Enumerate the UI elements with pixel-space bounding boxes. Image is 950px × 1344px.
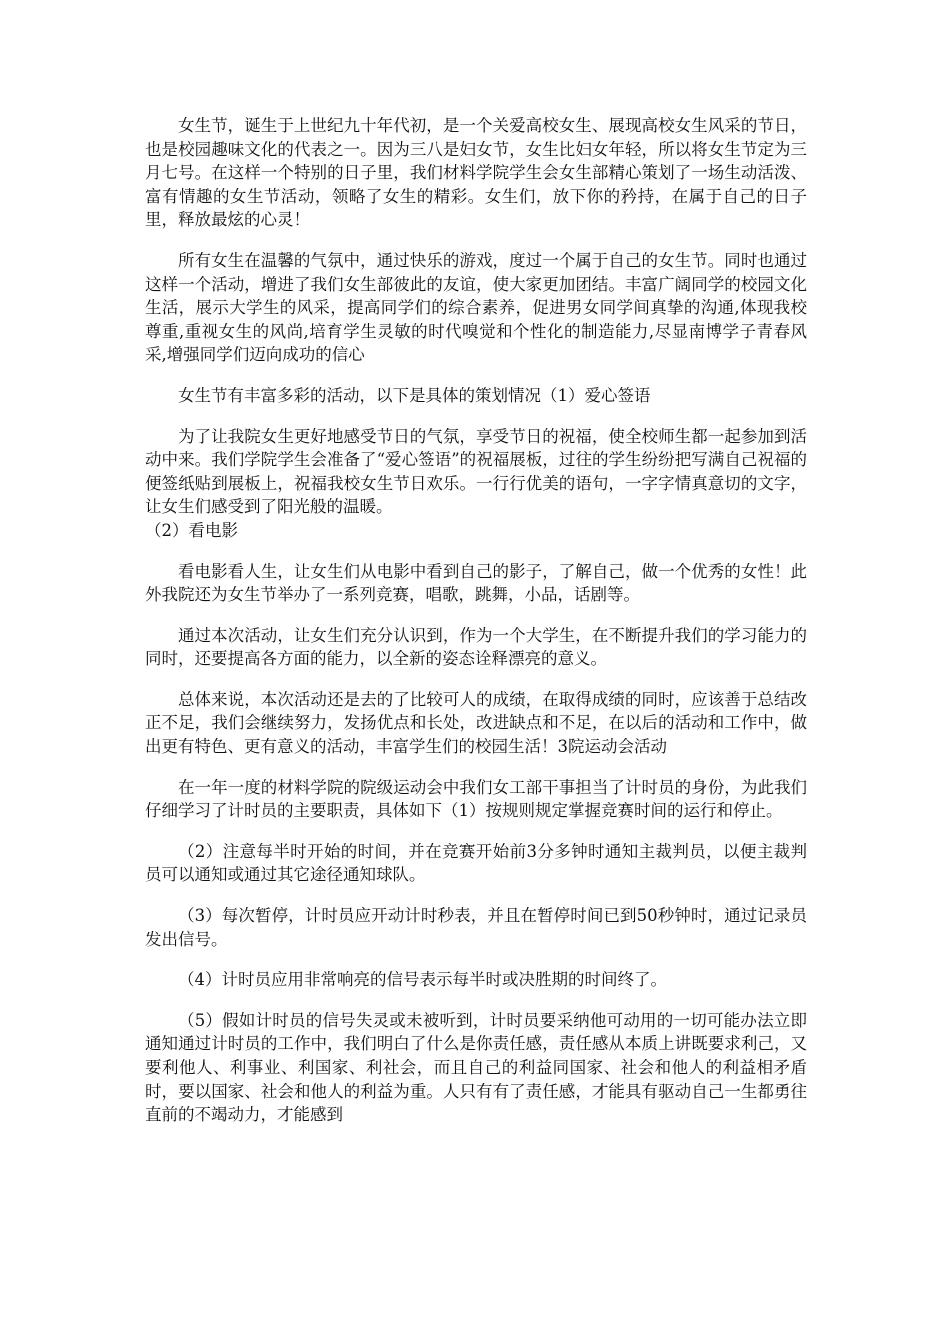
paragraph-duty-2: （2）注意每半时开始的时间，并在竞赛开始前3分多钟时通知主裁判员，以便主裁判员可以通知或通过其它途径通知球队。: [145, 841, 807, 885]
paragraph-summary: 总体来说，本次活动还是去的了比较可人的成绩，在取得成绩的同时，应该善于总结改正不足，我们会继续努力，发扬优点和长处，改进缺点和不足，在以后的活动和工作中，做出更有特色、更有意义的活动，丰富学生们的校园生活！3院运动会活动: [145, 689, 807, 757]
paragraph-duty-3: （3）每次暂停，计时员应开动计时秒表，并且在暂停时间已到50秒钟时，通过记录员发出信号。: [145, 906, 807, 949]
paragraph-duty-4: （4）计时员应用非常响亮的信号表示每半时或决胜期的时间终了。: [178, 970, 667, 990]
paragraph-activities-heading: 女生节有丰富多彩的活动，以下是具体的策划情况（1）爱心签语: [178, 385, 651, 405]
paragraph-movie-heading: （2）看电影: [145, 520, 238, 540]
paragraph-love-notes: 为了让我院女生更好地感受节日的气氛，享受节日的祝福，使全校师生都一起参加到活动中来。我们学院学生会准备了“爱心签语”的祝福展板，过往的学生纷纷把写满自己祝福的便签纸贴到展板上，祝福我校女生节日欢乐。一行行优美的语句，一字字情真意切的文字，让女生们感受到了阳光般的温暖。: [145, 426, 807, 517]
paragraph-duty-5: （5）假如计时员的信号失灵或未被听到，计时员要采纳他可动用的一切可能办法立即通知通过计时员的工作中，我们明白了什么是你责任感，责任感从本质上讲既要求利己，又要利他人、利事业、利国家、利社会，而且自己的利益同国家、社会和他人的利益相矛盾时，要以国家、社会和他人的利益为重。人只有有了责任感，才能具有驱动自己一生都勇往直前的不竭动力，才能感到: [145, 1010, 807, 1125]
paragraph-intro: 女生节，诞生于上世纪九十年代初，是一个关爱高校女生、展现高校女生风采的节日，也是校园趣味文化的代表之一。因为三八是妇女节，女生比妇女年轻，所以将女生节定为三月七号。在这样一个特别的日子里，我们材料学院学生会女生部精心策划了一场生动活泼、富有情趣的女生节活动，领略了女生的精彩。女生们，放下你的矜持，在属于自己的日子里，释放最炫的心灵！: [145, 116, 807, 230]
paragraph-reflection: 通过本次活动，让女生们充分认识到，作为一个大学生，在不断提升我们的学习能力的同时，还要提高各方面的能力，以全新的姿态诠释漂亮的意义。: [145, 625, 807, 669]
paragraph-movie: 看电影看人生，让女生们从电影中看到自己的影子，了解自己，做一个优秀的女性！此外我院还为女生节举办了一系列竞赛，唱歌，跳舞，小品，话剧等。: [145, 561, 807, 605]
document-body: [145, 114, 807, 1127]
paragraph-purpose: 所有女生在温馨的气氛中，通过快乐的游戏，度过一个属于自己的女生节。同时也通过这样一个活动，增进了我们女生部彼此的友谊，使大家更加团结。丰富广阔同学的校园文化生活，展示大学生的风采，提高同学们的综合素养，促进男女同学间真挚的沟通,体现我校尊重,重视女生的风尚,培育学生灵敏的时代嗅觉和个性化的制造能力,尽显南博学子青春风采,增强同学们迈向成功的信心: [145, 250, 807, 365]
paragraph-sports-meet: 在一年一度的材料学院的院级运动会中我们女工部干事担当了计时员的身份，为此我们仔细学习了计时员的主要职责，具体如下（1）按规则规定掌握竞赛时间的运行和停止。: [145, 777, 807, 821]
